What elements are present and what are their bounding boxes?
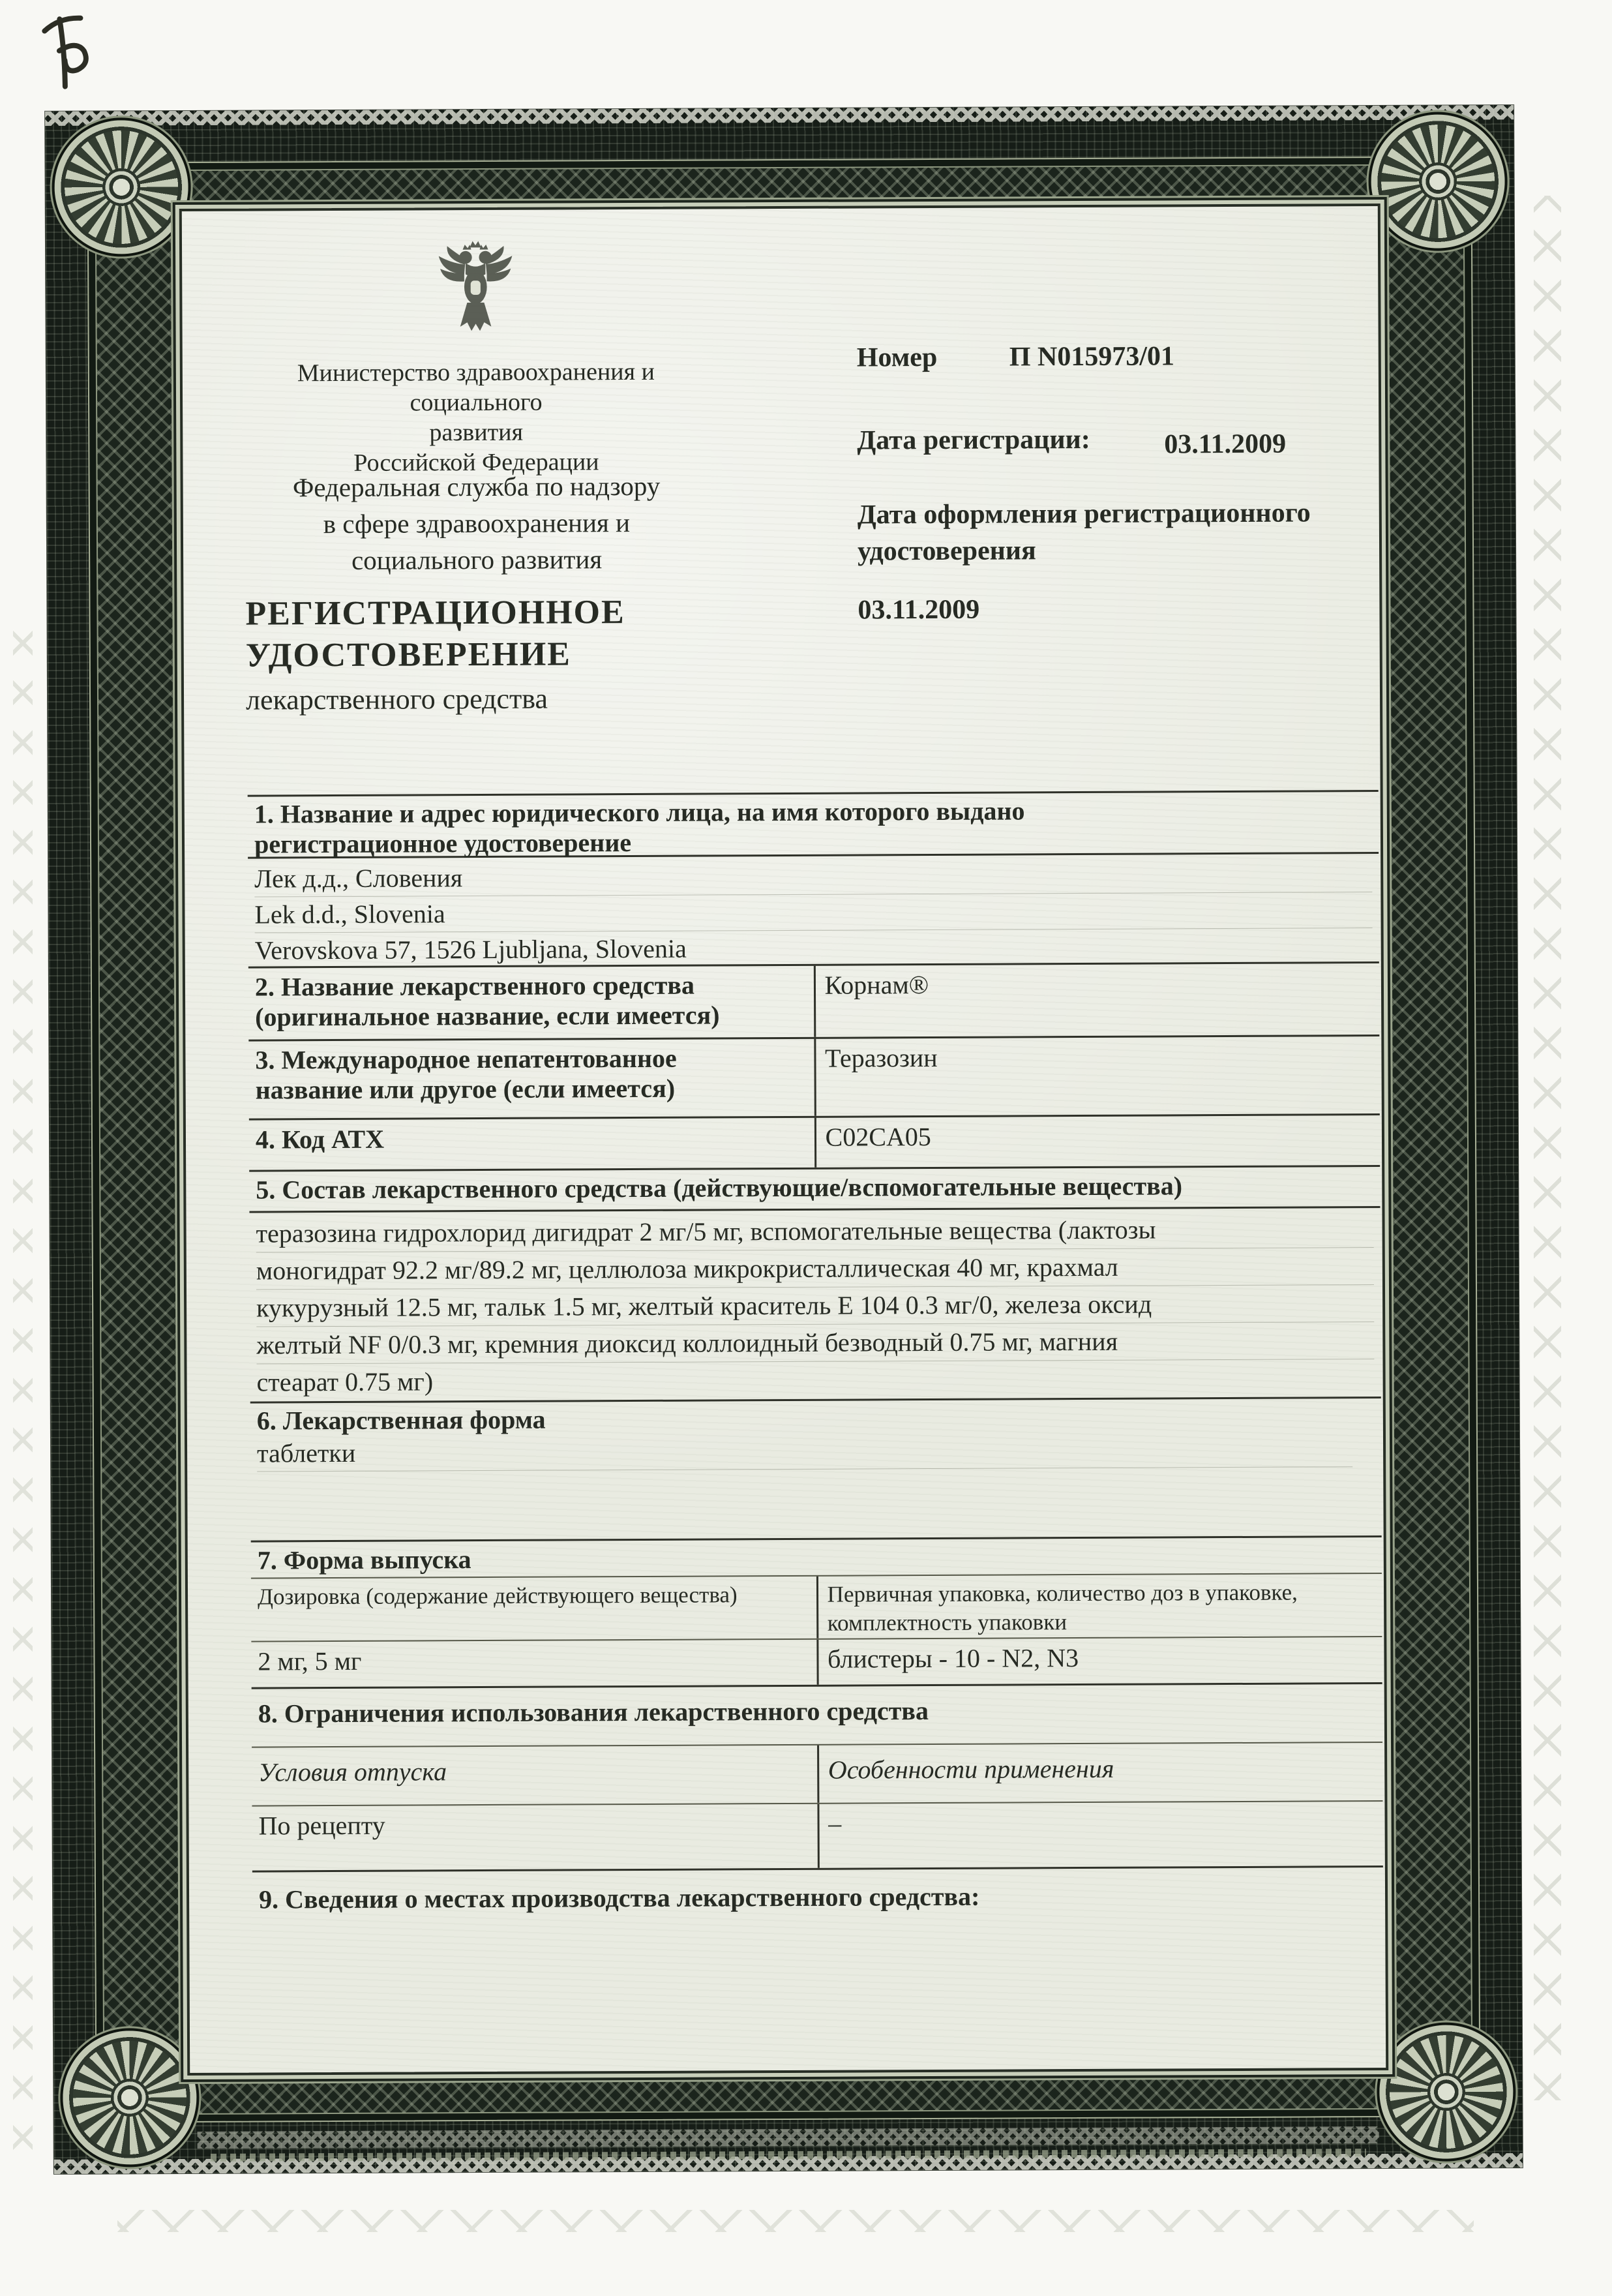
packaging-column-label: Первичная упаковка, количество доз в упаковке, комплектность упаковки: [827, 1579, 1298, 1636]
ministry-line: Российской Федерации: [353, 448, 599, 477]
inn-value: Теразозин: [824, 1042, 938, 1073]
section-4-row: [249, 1115, 1380, 1172]
registration-date-value: 03.11.2009: [1164, 429, 1287, 460]
section-8-header: 8. Ограничения использования лекарственного средства: [252, 1684, 1382, 1748]
atc-code-label: 4. Код АТХ: [249, 1118, 816, 1170]
document-subtitle: лекарственного средства: [245, 682, 548, 716]
dosage-column-label: Дозировка (содержание действующего вещества): [251, 1577, 818, 1641]
application-features-label: Особенности применения: [828, 1753, 1114, 1785]
section-7-header: 7. Форма выпуска: [251, 1537, 1382, 1579]
section-7-values: [251, 1637, 1382, 1689]
border-zigzag-top: [45, 105, 1514, 126]
ministry-line: Министерство здравоохранения и социального: [297, 357, 655, 417]
dosage-value: 2 мг, 5 мг: [251, 1640, 818, 1687]
section-2-row: [248, 963, 1379, 1042]
federal-service-block: [229, 467, 725, 579]
section-2-label: 2. Название лекарственного средства (оригинальное название, если имеется): [248, 966, 816, 1040]
certificate-paper: [179, 204, 1388, 2076]
coat-of-arms-icon: [433, 237, 518, 337]
dosage-form-value: таблетки: [257, 1431, 1352, 1472]
registration-table: [248, 790, 1384, 1939]
service-line: Федеральная служба по надзору: [292, 470, 661, 503]
service-line: социального развития: [351, 544, 603, 575]
corner-rosette-icon: [1379, 2025, 1514, 2159]
section-5-header: 5. Состав лекарственного средства (действующие/вспомогательные вещества): [249, 1167, 1380, 1213]
application-features-value: –: [828, 1808, 842, 1838]
section-1-header: 1. Название и адрес юридического лица, на имя которого выдано регистрационное удостоверение: [248, 792, 1379, 859]
dispensing-conditions-label: Условия отпуска: [252, 1745, 819, 1805]
dispensing-conditions-value: По рецепту: [252, 1804, 819, 1871]
certificate-frame: [45, 105, 1523, 2174]
packaging-value: блистеры - 10 - N2, N3: [827, 1643, 1079, 1674]
registration-date-label: Дата регистрации:: [857, 424, 1090, 456]
section-8-labels: [252, 1743, 1382, 1807]
number-value: П N015973/01: [1009, 341, 1175, 372]
corner-rosette-icon: [1371, 114, 1505, 249]
section-3-label: 3. Международное непатентованное название или другое (если имеется): [248, 1039, 816, 1119]
trade-name-value: Корнам®: [824, 970, 929, 1000]
section-6-row: [250, 1398, 1382, 1543]
scan-edge-pattern-left: [13, 620, 33, 2152]
corner-rosette-icon: [63, 2031, 197, 2165]
section-5-value: теразозина гидрохлорид дигидрат 2 мг/5 мг, вспомогательные вещества (лактозы моногидрат 92.2 мг/89.2 мг, целлюлоза микрокристаллическая 40 мг, крахмал кукурузный 12.5 мг, тальк 1.5 мг, желтый краситель Е 104 0.3 мг/0, железа оксид желтый NF 0/0.3 мг, кремния диоксид коллоидный безводный 0.75 мг, магния стеарат 0.75 мг): [249, 1208, 1381, 1404]
section-7-subheader: [251, 1574, 1382, 1642]
section-8-values: [252, 1802, 1382, 1873]
section-1-value: Лек д.д., Словения Lek d.d., Slovenia Verovskova 57, 1526 Ljubljana, Slovenia: [248, 854, 1379, 969]
issue-date-label: Дата оформления регистрационного удостоверения: [857, 498, 1311, 567]
scan-edge-pattern-bottom: [117, 2210, 1474, 2232]
ministry-line: развития: [429, 418, 524, 447]
ministry-name-block: [228, 356, 724, 478]
scan-edge-pattern-right: [1534, 196, 1561, 2100]
number-label: Номер: [856, 342, 938, 373]
corner-rosette-icon: [54, 120, 188, 254]
section-3-row: [248, 1036, 1380, 1121]
dosage-form-label: 6. Лекарственная форма: [256, 1404, 546, 1436]
issue-date-value: 03.11.2009: [858, 594, 980, 626]
section-9-header: 9. Сведения о местах производства лекарственного средства:: [258, 1881, 980, 1914]
service-line: в сфере здравоохранения и: [323, 507, 631, 539]
atc-code-value: C02CA05: [825, 1122, 931, 1152]
handwritten-mark-icon: [27, 0, 115, 98]
document-title: РЕГИСТРАЦИОННОЕ УДОСТОВЕРЕНИЕ: [245, 594, 625, 674]
